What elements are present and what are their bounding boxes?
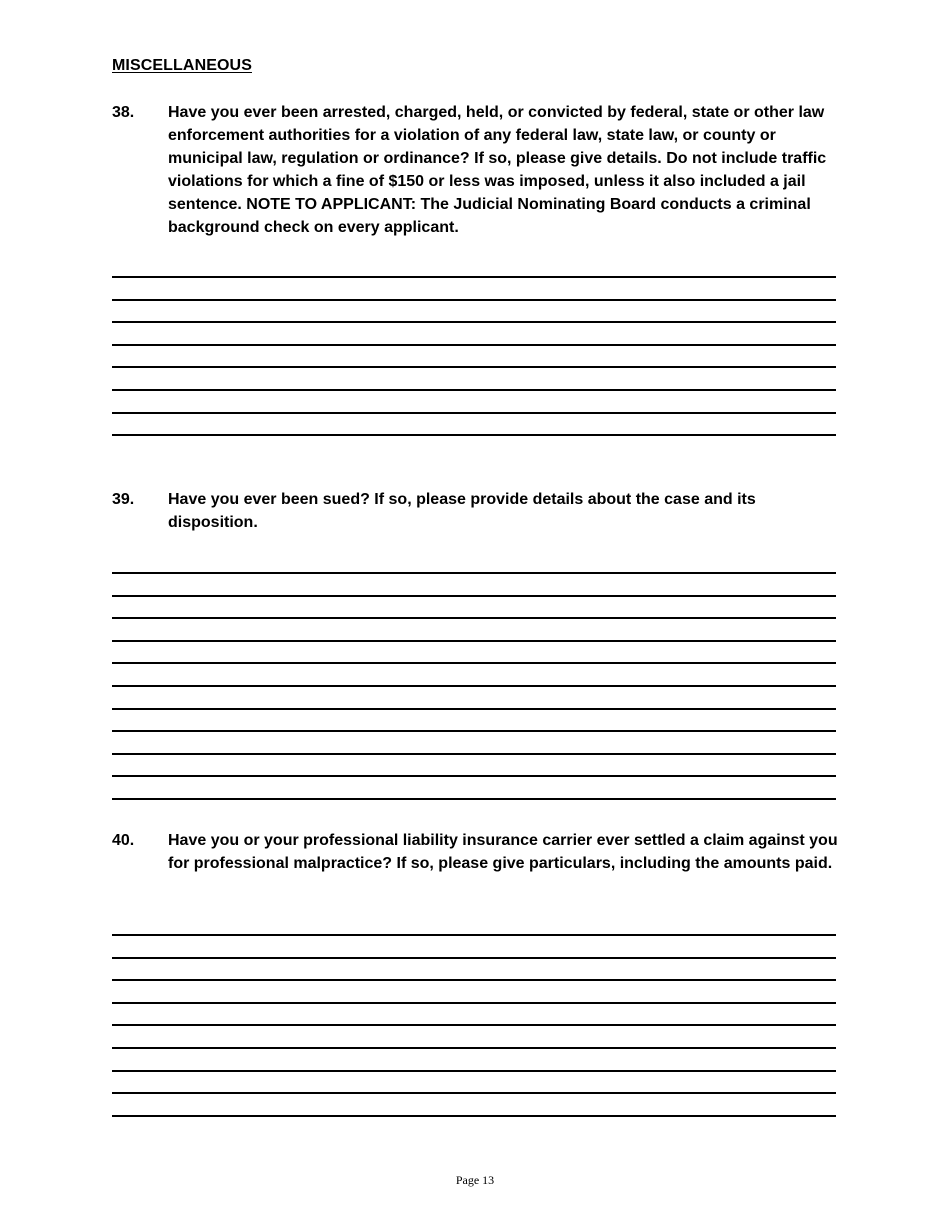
answer-line[interactable]: [112, 685, 836, 687]
answer-line[interactable]: [112, 321, 836, 323]
answer-line[interactable]: [112, 730, 836, 732]
answer-line[interactable]: [112, 798, 836, 800]
answer-line[interactable]: [112, 662, 836, 664]
answer-line[interactable]: [112, 389, 836, 391]
question-38: [112, 101, 842, 241]
answer-line[interactable]: [112, 753, 836, 755]
answer-line[interactable]: [112, 366, 836, 368]
answer-line[interactable]: [112, 1047, 836, 1049]
answer-line[interactable]: [112, 979, 836, 981]
question-number: 39.: [112, 491, 135, 508]
answer-line[interactable]: [112, 957, 836, 959]
answer-line[interactable]: [112, 1115, 836, 1117]
section-heading: MISCELLANEOUS: [112, 57, 252, 74]
answer-line[interactable]: [112, 434, 836, 436]
answer-line[interactable]: [112, 640, 836, 642]
answer-line[interactable]: [112, 1092, 836, 1094]
answer-line[interactable]: [112, 934, 836, 936]
question-text: Have you or your professional liability insurance carrier ever settled a claim against you for professional malpractice? If so, please give particulars, including the amounts paid.: [168, 832, 838, 872]
answer-line[interactable]: [112, 1002, 836, 1004]
answer-line[interactable]: [112, 299, 836, 301]
answer-line[interactable]: [112, 344, 836, 346]
page-number: Page 13: [455, 1173, 495, 1187]
question-text: Have you ever been sued? If so, please provide details about the case and its disposition.: [168, 491, 756, 531]
answer-line[interactable]: [112, 595, 836, 597]
answer-line[interactable]: [112, 276, 836, 278]
question-39: [112, 488, 842, 538]
answer-line[interactable]: [112, 572, 836, 574]
question-text: Have you ever been arrested, charged, held, or convicted by federal, state or other law enforcement authorities for a violation of any federal law, state law, or county or municipal law, regulation or ordinance? If so, please give details. Do not include traffic violations for which a fine of $150 or less was imposed, unless it also included a jail sentence. NOTE TO APPLICANT: The Judicial Nominating Board conducts a criminal background check on every applicant.: [168, 104, 827, 236]
answer-line[interactable]: [112, 617, 836, 619]
answer-line[interactable]: [112, 1024, 836, 1026]
answer-line[interactable]: [112, 412, 836, 414]
question-number: 40.: [112, 832, 135, 849]
answer-line[interactable]: [112, 775, 836, 777]
answer-line[interactable]: [112, 1070, 836, 1072]
question-40: [112, 829, 842, 901]
question-number: 38.: [112, 104, 135, 121]
answer-line[interactable]: [112, 708, 836, 710]
